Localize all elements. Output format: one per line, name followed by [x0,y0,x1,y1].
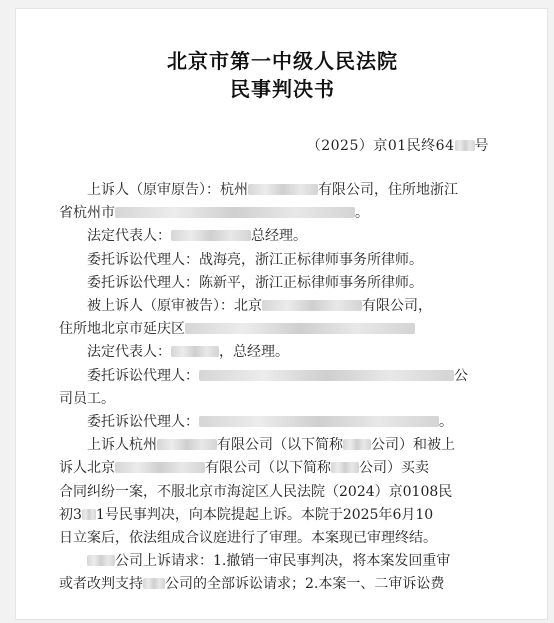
narrative-text: 公司）买卖 [359,460,429,477]
agent3-lead: 委托诉讼代理人： [87,367,199,384]
narrative-text: 或者改判支持 [59,576,143,593]
narrative-line-4 [59,504,479,527]
redaction [143,578,165,589]
redaction [82,509,96,520]
appellee-line [59,295,479,318]
redaction [87,555,115,566]
narrative-line-1 [59,434,479,457]
redaction [171,230,251,241]
case-number-prefix: （2025）京01民终64 [306,138,455,154]
redaction [199,416,439,427]
redaction [262,300,362,311]
narrative-line-3: 合同纠纷一案，不服北京市海淀区人民法院（2024）京0108民 [59,483,453,500]
redaction [115,462,205,473]
court-name: 北京市第一中级人民法院 [167,49,398,73]
narrative-line-7 [59,573,479,596]
redaction [185,323,415,334]
narrative-line-6 [59,550,479,573]
narrative-text: 上诉人杭州 [87,437,157,454]
document-type: 民事判决书 [230,77,335,101]
appellee-address-lead: 住所地北京市延庆区 [59,321,185,338]
narrative-text: 诉人北京 [59,460,115,477]
redaction [199,370,454,381]
narrative-text: 有限公司（以下简称 [217,437,343,454]
appellee-agent-2 [59,411,479,434]
appellant-address-tail: 。 [355,205,369,222]
narrative-text: 公司的全部诉讼请求；2.本案一、二审诉讼费 [165,576,445,593]
document-body [59,179,479,597]
redaction [248,184,318,195]
narrative-text: 公司）和被上 [371,437,455,454]
appellant-address [59,202,479,225]
narrative-text: 公司上诉请求：1.撤销一审民事判决，将本案发回重审 [115,553,451,570]
appellee-rep-tail: ，总经理。 [219,344,289,361]
redaction [157,439,217,450]
redaction [171,346,219,357]
appellant-address-lead: 省杭州市 [59,205,115,222]
appellee-agent-1-cont: 司员工。 [59,390,115,407]
appellee-lead: 被上诉人（原审被告）：北京 [87,298,262,315]
redaction [343,439,371,450]
narrative-text: 初3 [59,506,82,523]
agent3-tail: 公 [454,367,468,384]
appellant-agent-2: 委托诉讼代理人：陈新平，浙江正标律师事务所律师。 [87,274,423,291]
appellant-agent-1: 委托诉讼代理人：战海亮，浙江正标律师事务所律师。 [87,251,423,268]
agent4-lead: 委托诉讼代理人： [87,414,199,431]
appellee-address [59,318,479,341]
appellee-agent-1 [59,365,479,388]
appellee-legal-rep [59,341,479,364]
redaction [455,140,475,151]
appellant-line [59,179,479,202]
narrative-line-5: 日立案后，依法组成合议庭进行了审理。本案现已审理终结。 [59,530,437,547]
document-page [15,8,548,620]
redaction [331,462,359,473]
appellant-legal-rep [59,225,479,248]
legal-rep-tail: 总经理。 [251,228,307,245]
narrative-line-2 [59,457,479,480]
agent4-tail: 。 [439,414,453,431]
appellant-tail: 有限公司，住所地浙江 [318,182,458,198]
narrative-text: 1号民事判决，向本院提起上诉。本院于2025年6月10 [95,506,434,523]
case-number-suffix: 号 [474,138,489,154]
redaction [115,207,355,218]
case-number [307,135,489,155]
appellee-tail: 有限公司， [362,298,432,315]
appellee-rep-lead: 法定代表人： [87,344,171,361]
legal-rep-lead: 法定代表人： [87,228,171,245]
narrative-text: 有限公司（以下简称 [205,460,331,477]
appellant-lead: 上诉人（原审原告）：杭州 [87,182,248,198]
